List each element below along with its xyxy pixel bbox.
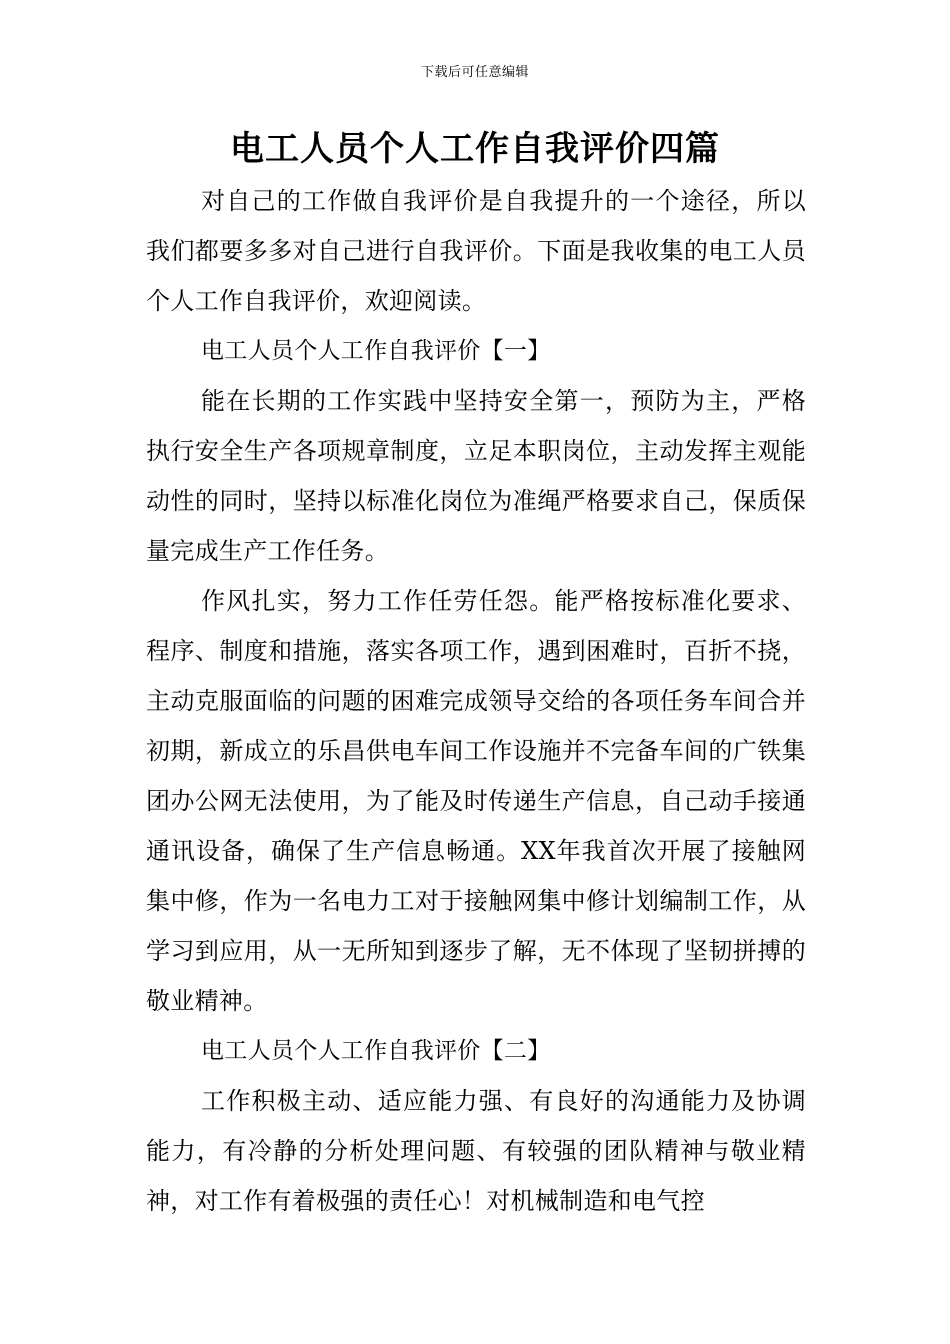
page-header-note: 下载后可任意编辑 <box>420 65 529 80</box>
section-1-paragraph-2: 作风扎实，努力工作任劳任怨。能严格按标准化要求、程序、制度和措施，落实各项工作，遇到困难时，百折不挠，主动克服面临的问题的困难完成领导交给的各项任务车间合并初期，新成立的乐昌供电车间工作设施并不完备车间的广铁集团办公网无法使用，为了能及时传递生产信息，自己动手接通通讯设备，确保了生产信息畅通。XX年我首次开展了接触网集中修，作为一名电力工对于接触网集中修计划编制工作，从学习到应用，从一无所知到逐步了解，无不体现了坚韧拼搏的敬业精神。 <box>146 587 806 1015</box>
section-heading-1: 电工人员个人工作自我评价【一】 <box>201 338 551 364</box>
document-body <box>146 176 806 1226</box>
section-2-paragraph-1: 工作积极主动、适应能力强、有良好的沟通能力及协调能力，有冷静的分析处理问题、有较强的团队精神与敬业精神，对工作有着极强的责任心！对机械制造和电气控 <box>146 1087 806 1215</box>
document-title: 电工人员个人工作自我评价四篇 <box>230 129 720 169</box>
intro-paragraph: 对自己的工作做自我评价是自我提升的一个途径，所以我们都要多多对自己进行自我评价。下面是我收集的电工人员个人工作自我评价，欢迎阅读。 <box>146 187 806 315</box>
section-heading-2: 电工人员个人工作自我评价【二】 <box>201 1038 551 1064</box>
section-1-paragraph-1: 能在长期的工作实践中坚持安全第一，预防为主，严格执行安全生产各项规章制度，立足本职岗位，主动发挥主观能动性的同时，坚持以标准化岗位为准绳严格要求自己，保质保量完成生产工作任务。 <box>146 387 806 565</box>
